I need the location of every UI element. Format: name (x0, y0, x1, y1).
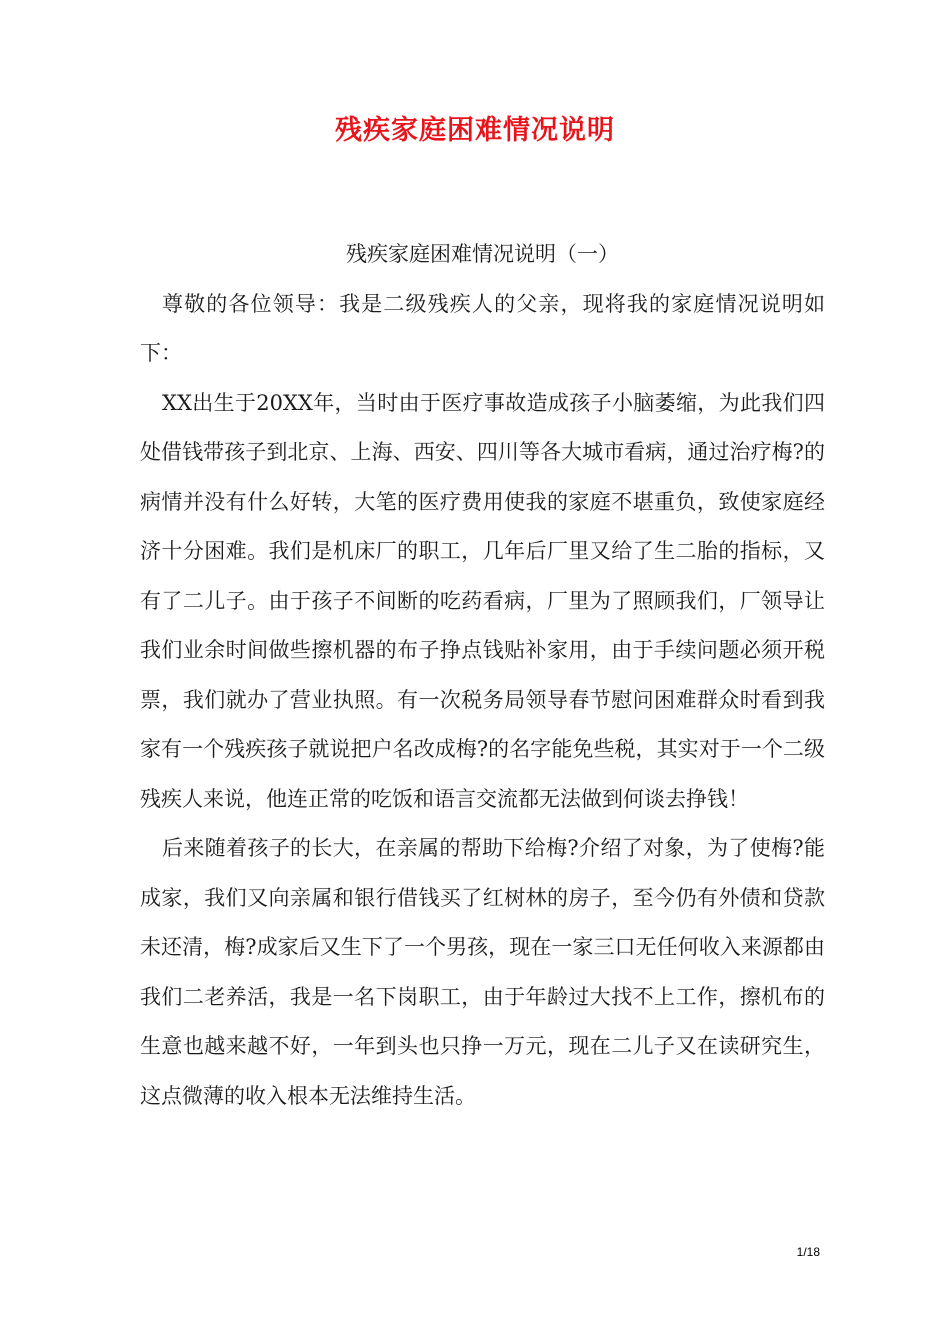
document-title: 残疾家庭困难情况说明 (335, 115, 615, 146)
page-number: 1/18 (796, 1245, 820, 1259)
paragraph-greeting: 尊敬的各位领导：我是二级残疾人的父亲，现将我的家庭情况说明如下： (140, 291, 825, 365)
paragraph-background: XX出生于20XX年，当时由于医疗事故造成孩子小脑萎缩，为此我们四处借钱带孩子到北京、上海、西安、四川等各大城市看病，通过治疗梅?的病情并没有什么好转，大笔的医疗费用使我的家庭不堪重负，致使家庭经济十分困难。我们是机床厂的职工，几年后厂里又给了生二胎的指标，又有了二儿子。由于孩子不间断的吃药看病，厂里为了照顾我们，厂领导让我们业余时间做些擦机器的布子挣点钱贴补家用，由于手续问题必须开税票，我们就办了营业执照。有一次税务局领导春节慰问困难群众时看到我家有一个残疾孩子就说把户名改成梅?的名字能免些税，其实对于一个二级残疾人来说，他连正常的吃饭和语言交流都无法做到何谈去挣钱！ (140, 390, 825, 811)
document-body (140, 230, 825, 1121)
section-subtitle: 残疾家庭困难情况说明（一） (346, 242, 619, 266)
paragraph-current-situation: 后来随着孩子的长大，在亲属的帮助下给梅?介绍了对象，为了使梅?能成家，我们又向亲属和银行借钱买了红树林的房子，至今仍有外债和贷款未还清，梅?成家后又生下了一个男孩，现在一家三口无任何收入来源都由我们二老养活，我是一名下岗职工，由于年龄过大找不上工作，擦机布的生意也越来越不好，一年到头也只挣一万元，现在二儿子又在读研究生，这点微薄的收入根本无法维持生活。 (140, 836, 825, 1108)
